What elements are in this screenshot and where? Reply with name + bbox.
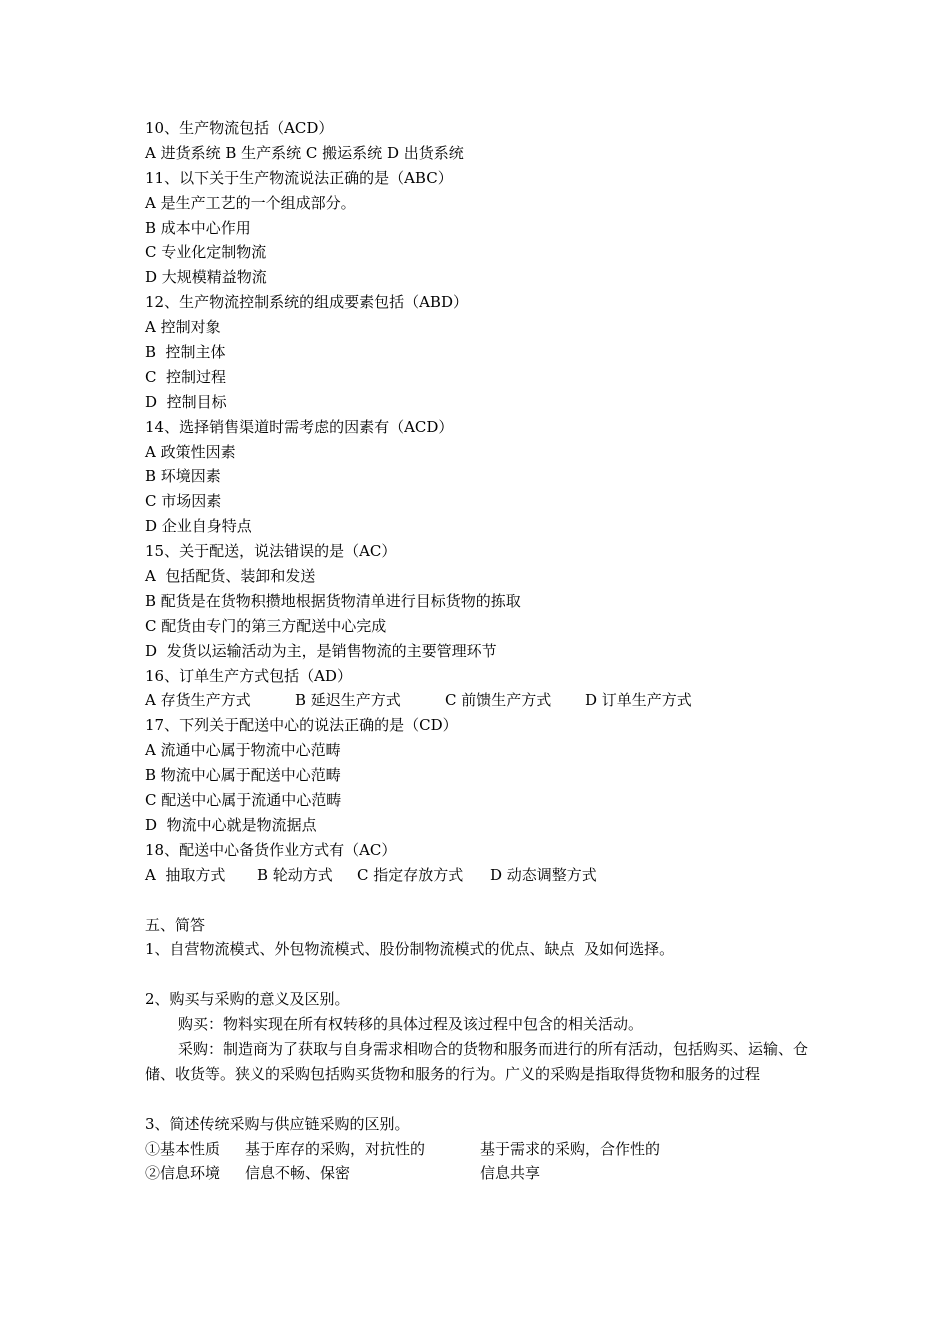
option-item: D 发货以运输活动为主，是销售物流的主要管理环节 <box>145 641 497 660</box>
option-item: A 政策性因素 <box>145 442 236 461</box>
option-item: B 环境因素 <box>145 467 221 486</box>
spacer <box>145 1087 825 1112</box>
question-stem: 14、选择销售渠道时需考虑的因素有（ACD） <box>145 417 454 436</box>
option-item: A 是生产工艺的一个组成部分。 <box>145 193 356 212</box>
definition-paragraph: 采购：制造商为了获取与自身需求相吻合的货物和服务而进行的所有活动，包括购买、运输、仓储、收货等。狭义的采购包括购买货物和服务的行为。广义的采购是指取得货物和服务的过程 <box>145 1039 809 1083</box>
option-item: C 指定存放方式 <box>357 865 464 884</box>
short-answer-question: 2、购买与采购的意义及区别。 <box>145 990 350 1009</box>
option-item: D 企业自身特点 <box>145 517 252 536</box>
supply-chain-procurement: 基于需求的采购，合作性的 <box>480 1139 661 1158</box>
option-item: A 存货生产方式 <box>145 691 251 710</box>
option-item: B 控制主体 <box>145 343 226 362</box>
document-page <box>145 116 825 1186</box>
question-options: A 进货系统 B 生产系统 C 搬运系统 D 出货系统 <box>145 143 464 162</box>
spacer <box>145 888 825 913</box>
supply-chain-procurement: 信息共享 <box>480 1164 541 1183</box>
option-item: D 控制目标 <box>145 392 227 411</box>
option-item: C 市场因素 <box>145 492 222 511</box>
section-heading: 五、简答 <box>145 915 206 934</box>
question-stem: 11、以下关于生产物流说法正确的是（ABC） <box>145 168 453 187</box>
traditional-procurement: 基于库存的采购，对抗性的 <box>245 1139 426 1158</box>
question-stem: 12、生产物流控制系统的组成要素包括（ABD） <box>145 293 468 312</box>
option-item: B 配货是在货物积攒地根据货物清单进行目标货物的拣取 <box>145 591 521 610</box>
option-item: B 延迟生产方式 <box>295 691 401 710</box>
options-row <box>145 688 825 713</box>
option-item: A 抽取方式 <box>145 865 226 884</box>
option-item: C 配送中心属于流通中心范畴 <box>145 791 342 810</box>
question-stem: 18、配送中心备货作业方式有（AC） <box>145 840 397 859</box>
option-item: A 流通中心属于物流中心范畴 <box>145 741 341 760</box>
option-item: D 物流中心就是物流据点 <box>145 815 317 834</box>
option-item: B 轮动方式 <box>257 865 333 884</box>
option-item: D 订单生产方式 <box>585 691 692 710</box>
spacer <box>145 962 825 987</box>
option-item: D 动态调整方式 <box>490 865 597 884</box>
comparison-row <box>145 1161 825 1186</box>
option-item: B 物流中心属于配送中心范畴 <box>145 766 341 785</box>
question-stem: 15、关于配送，说法错误的是（AC） <box>145 542 397 561</box>
option-item: B 成本中心作用 <box>145 218 251 237</box>
definition-paragraph: 购买：物料实现在所有权转移的具体过程及该过程中包含的相关活动。 <box>178 1015 644 1034</box>
option-item: A 包括配货、装卸和发送 <box>145 567 316 586</box>
traditional-procurement: 信息不畅、保密 <box>245 1164 351 1183</box>
short-answer-question: 1、自营物流模式、外包物流模式、股份制物流模式的优点、缺点 及如何选择。 <box>145 940 675 959</box>
short-answer-question: 3、简述传统采购与供应链采购的区别。 <box>145 1114 410 1133</box>
options-row <box>145 863 825 888</box>
question-stem: 10、生产物流包括（ACD） <box>145 119 334 137</box>
question-stem: 17、下列关于配送中心的说法正确的是（CD） <box>145 716 458 735</box>
option-item: C 配货由专门的第三方配送中心完成 <box>145 616 387 635</box>
comparison-aspect: ①基本性质 <box>145 1139 221 1158</box>
option-item: C 前馈生产方式 <box>445 691 552 710</box>
option-item: C 专业化定制物流 <box>145 243 267 262</box>
comparison-aspect: ②信息环境 <box>145 1164 221 1183</box>
comparison-row <box>145 1137 825 1162</box>
question-stem: 16、订单生产方式包括（AD） <box>145 666 352 685</box>
option-item: C 控制过程 <box>145 367 227 386</box>
option-item: A 控制对象 <box>145 318 221 337</box>
option-item: D 大规模精益物流 <box>145 268 267 287</box>
